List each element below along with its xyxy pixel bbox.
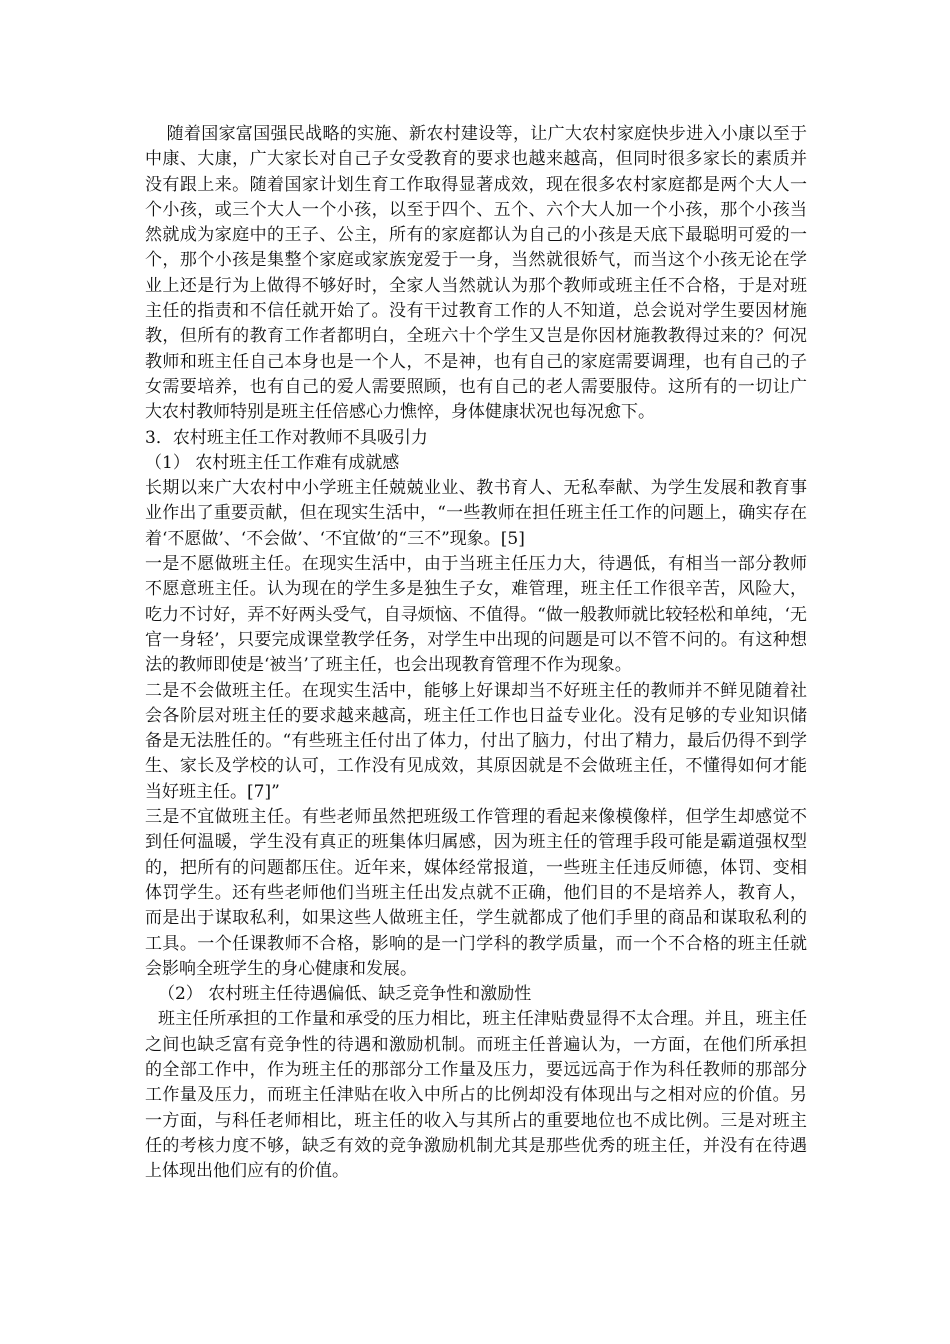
- section-heading-3: 3．农村班主任工作对教师不具吸引力: [145, 427, 428, 448]
- subsection-heading-2: （2） 农村班主任待遇偏低、缺乏竞争性和激励性: [157, 984, 532, 1005]
- paragraph-rural-family-education: 随着国家富国强民战略的实施、新农村建设等，让广大农村家庭快步进入小康以至于中康、大康，广大家长对自己子女受教育的要求也越来越高，但同时很多家长的素质并没有跟上来。随着国家计划生育工作取得显著成效，现在很多农村家庭都是两个大人一个小孩，或三个大人一个小孩，以至于四个、五个、六个大人加一个小孩，那个小孩当然就成为家庭中的王子、公主，所有的家庭都认为自己的小孩是天底下最聪明可爱的一个，那个小孩是集整个家庭或家族宠爱于一身，当然就很娇气，而当这个小孩无论在学业上还是行为上做得不够好时，全家人当然就认为那个教师或班主任不合格，于是对班主任的指责和不信任就开始了。没有干过教育工作的人不知道，总会说对学生要因材施教，但所有的教育工作者都明白，全班六十个学生又岂是你因材施教教得过来的？何况教师和班主任自己本身也是一个人，不是神，也有自己的家庭需要调理，也有自己的子女需要培养，也有自己的爱人需要照顾，也有自己的老人需要服侍。这所有的一切让广大农村教师特别是班主任倍感心力憔悴，身体健康状况也每况愈下。: [145, 124, 807, 423]
- subsection-heading-1: （1） 农村班主任工作难有成就感: [145, 452, 400, 473]
- document-body: [145, 122, 807, 1184]
- paragraph-compensation: 班主任所承担的工作量和承受的压力相比，班主任津贴费显得不太合理。并且，班主任之间也缺乏富有竞争性的待遇和激励机制。而班主任普遍认为，一方面，在他们所承担的全部工作中，作为班主任的那部分工作量及压力，要远远高于作为科任教师的那部分工作量及压力，而班主任津贴在收入中所占的比例却没有体现出与之相对应的价值。另一方面，与科任老师相比，班主任的收入与其所占的重要地位也不成比例。三是对班主任的考核力度不够，缺乏有效的竞争激励机制尤其是那些优秀的班主任，并没有在待遇上体现出他们应有的价值。: [145, 1009, 807, 1182]
- paragraph-unwilling: 一是不愿做班主任。在现实生活中，由于当班主任压力大，待遇低，有相当一部分教师不愿意班主任。认为现在的学生多是独生子女，难管理，班主任工作很辛苦，风险大，吃力不讨好，弄不好两头受气，自寻烦恼、不值得。“做一般教师就比较轻松和单纯，‘无官一身轻’，只要完成课堂教学任务，对学生中出现的问题是可以不管不问的。有这种想法的教师即使是‘被当’了班主任，也会出现教育管理不作为现象。: [145, 554, 807, 676]
- paragraph-three-no-phenomenon: 长期以来广大农村中小学班主任兢兢业业、教书育人、无私奉献、为学生发展和教育事业作出了重要贡献，但在现实生活中，“一些教师在担任班主任工作的问题上，确实存在着‘不愿做’、‘不会做’、‘不宜做’的“三不”现象。[5]: [145, 478, 807, 549]
- paragraph-unsuitable: 三是不宜做班主任。有些老师虽然把班级工作管理的看起来像模像样，但学生却感觉不到任何温暖，学生没有真正的班集体归属感，因为班主任的管理手段可能是霸道强权型的，把所有的问题都压住。近年来，媒体经常报道，一些班主任违反师德，体罚、变相体罚学生。还有些老师他们当班主任出发点就不正确，他们目的不是培养人，教育人，而是出于谋取私利，如果这些人做班主任，学生就都成了他们手里的商品和谋取私利的工具。一个任课教师不合格，影响的是一门学科的教学质量，而一个不合格的班主任就会影响全班学生的身心健康和发展。: [145, 807, 807, 979]
- paragraph-unable: 二是不会做班主任。在现实生活中，能够上好课却当不好班主任的教师并不鲜见随着社会各阶层对班主任的要求越来越高，班主任工作也日益专业化。没有足够的专业知识储备是无法胜任的。“有些班主任付出了体力，付出了脑力，付出了精力，最后仍得不到学生、家长及学校的认可，工作没有见成效，其原因就是不会做班主任，不懂得如何才能当好班主任。[7]”: [145, 680, 807, 802]
